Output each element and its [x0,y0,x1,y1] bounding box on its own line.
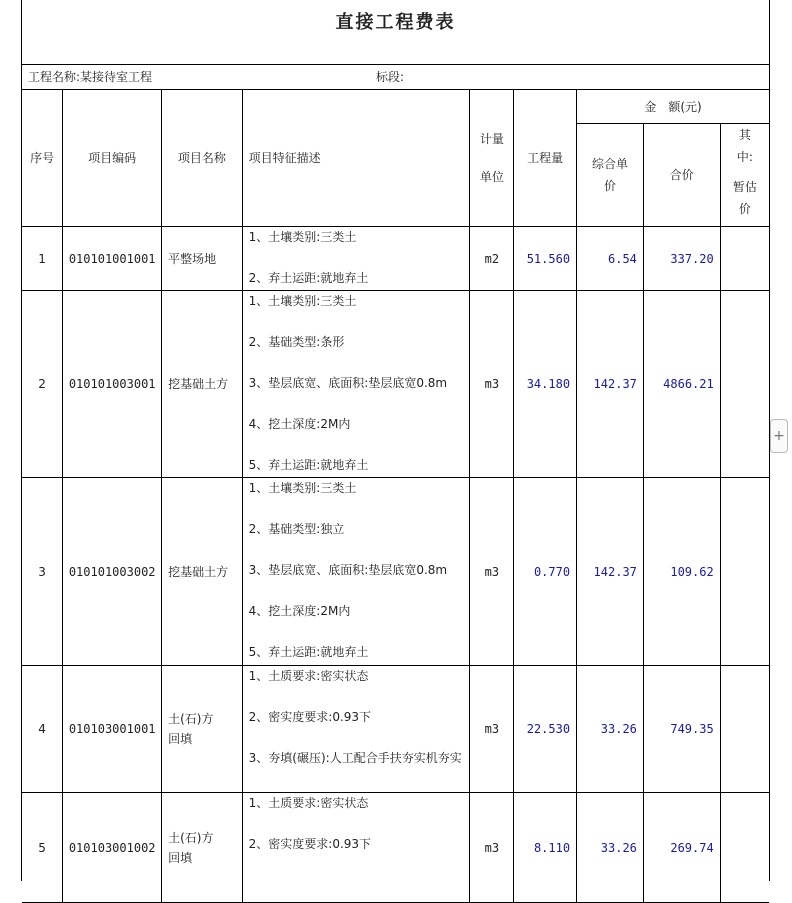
row-price: 142.37 [577,478,644,666]
row-name-line2: 回填 [168,850,193,865]
row-name-line1: 土(石)方 [168,712,214,726]
row-price: 33.26 [577,666,644,793]
cost-table [22,89,769,903]
row-seq: 4 [22,666,63,793]
row-provisional [720,666,769,793]
header-name: 项目名称 [162,90,243,227]
cost-sheet [21,0,770,881]
row-provisional [720,291,769,478]
header-provisional [720,124,769,227]
header-provisional-line4: 价 [738,202,751,216]
header-unit-top: 计量 [479,132,504,146]
desc-line: 1、土壤类别:三类土 [248,294,357,308]
desc-line: 1、土壤类别:三类土 [248,230,357,244]
desc-line: 5、弃土运距:就地弃土 [248,458,369,472]
row-total: 269.74 [643,793,720,903]
header-provisional-line2: 中: [736,150,753,164]
row-name [162,793,243,903]
header-unit-price [577,124,644,227]
desc-line: 1、土壤类别:三类土 [248,481,357,495]
header-amount: 金 额(元) [577,90,769,124]
row-seq: 2 [22,291,63,478]
header-unit [470,90,514,227]
row-code: 010103001002 [63,793,162,903]
row-provisional [720,227,769,291]
header-code: 项目编码 [63,90,162,227]
row-desc [242,666,470,793]
row-name [162,666,243,793]
desc-line: 4、挖土深度:2M内 [248,417,351,431]
plus-icon: + [773,428,785,444]
row-price: 6.54 [577,227,644,291]
desc-line: 2、基础类型:条形 [248,335,345,349]
row-provisional [720,793,769,903]
expand-button[interactable] [770,419,788,453]
desc-line: 4、挖土深度:2M内 [248,604,351,618]
desc-line: 2、基础类型:独立 [248,522,345,536]
table-row [22,478,769,666]
project-name: 工程名称:某接待室工程 [28,70,153,84]
row-provisional [720,478,769,666]
header-row-1 [22,90,769,124]
row-code: 010101001001 [63,227,162,291]
row-qty: 0.770 [514,478,577,666]
desc-line: 3、夯填(碾压):人工配合手扶夯实机夯实 [248,751,462,765]
desc-line: 1、土质要求:密实状态 [248,669,369,683]
table-row [22,666,769,793]
row-qty: 34.180 [514,291,577,478]
row-code: 010101003001 [63,291,162,478]
desc-line: 3、垫层底宽、底面积:垫层底宽0.8m [248,563,448,577]
table-row [22,291,769,478]
header-desc: 项目特征描述 [242,90,470,227]
row-name: 挖基础土方 [162,478,243,666]
header-qty: 工程量 [514,90,577,227]
header-unit-price-line2: 价 [603,179,616,193]
table-row [22,227,769,291]
header-unit-bottom: 单位 [479,170,504,184]
header-seq: 序号 [22,90,63,227]
row-desc [242,793,470,903]
section-label: 标段: [376,70,405,84]
row-desc [242,291,470,478]
row-name-line1: 土(石)方 [168,830,214,845]
row-code: 010103001001 [63,666,162,793]
row-qty: 8.110 [514,793,577,903]
row-price: 142.37 [577,291,644,478]
desc-line: 1、土质要求:密实状态 [248,796,369,810]
row-unit: m3 [470,291,514,478]
row-qty: 51.560 [514,227,577,291]
row-seq: 5 [22,793,63,903]
row-name: 挖基础土方 [162,291,243,478]
row-name: 平整场地 [162,227,243,291]
header-total: 合价 [643,124,720,227]
row-total: 749.35 [643,666,720,793]
row-total: 4866.21 [643,291,720,478]
desc-line: 2、密实度要求:0.93下 [248,710,372,724]
row-seq: 3 [22,478,63,666]
row-total: 337.20 [643,227,720,291]
row-price: 33.26 [577,793,644,903]
row-total: 109.62 [643,478,720,666]
row-unit: m3 [470,478,514,666]
desc-line: 5、弃土运距:就地弃土 [248,645,369,659]
row-unit: m3 [470,666,514,793]
header-provisional-line1: 其 [738,128,751,142]
row-seq: 1 [22,227,63,291]
row-desc [242,227,470,291]
row-name-line2: 回填 [168,732,193,746]
page-title: 直接工程费表 [335,12,456,33]
row-desc [242,478,470,666]
project-info-bar [22,64,769,89]
row-unit: m3 [470,793,514,903]
header-provisional-line3: 暂估 [732,180,757,194]
table-row [22,793,769,903]
row-code: 010101003002 [63,478,162,666]
desc-line: 2、弃土运距:就地弃土 [248,271,369,285]
desc-line: 3、垫层底宽、底面积:垫层底宽0.8m [248,376,448,390]
row-unit: m2 [470,227,514,291]
row-qty: 22.530 [514,666,577,793]
desc-line: 2、密实度要求:0.93下 [248,837,372,851]
header-unit-price-line1: 综合单 [591,157,628,171]
